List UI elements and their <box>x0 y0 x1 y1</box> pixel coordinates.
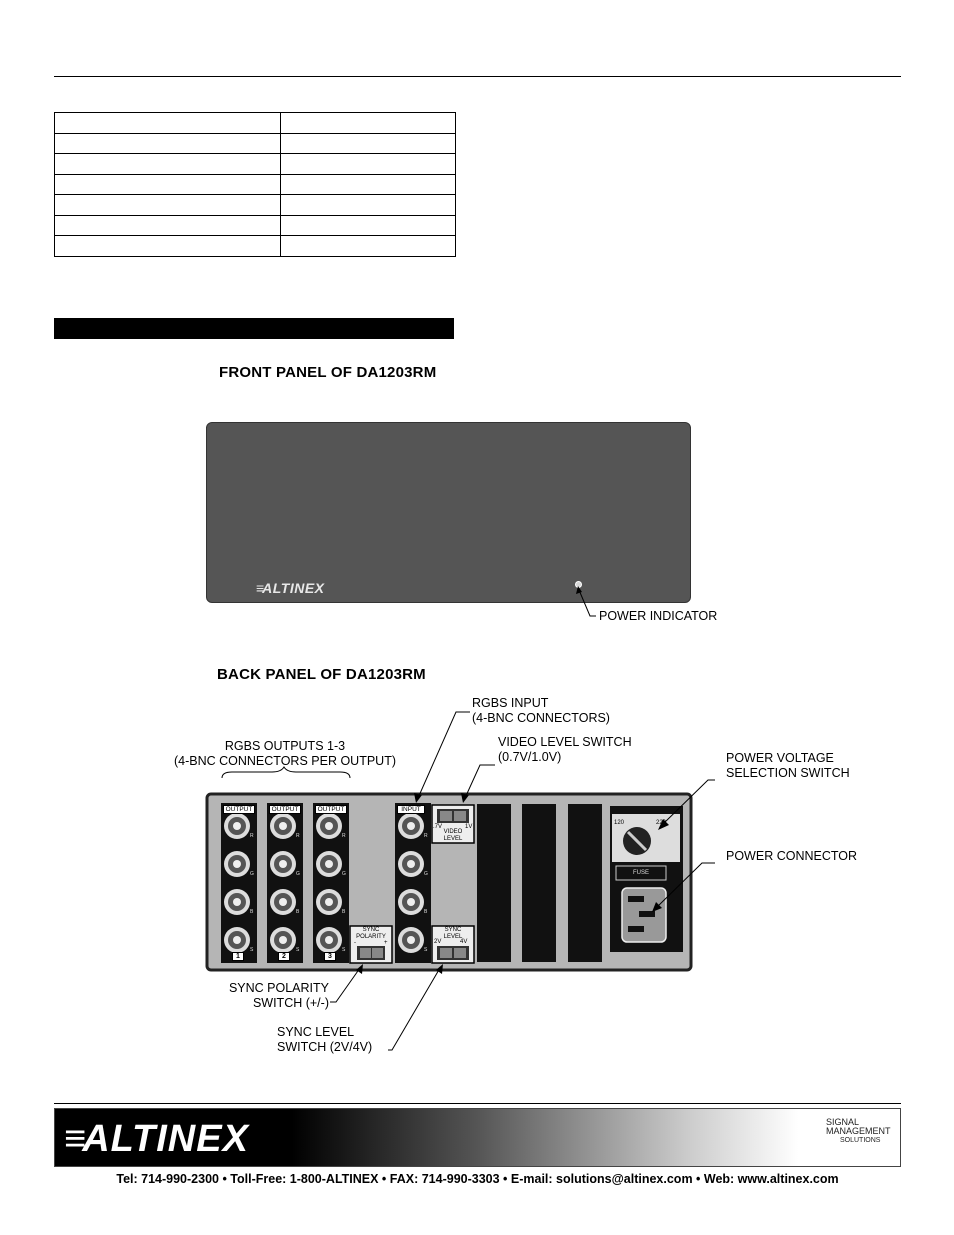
footer-rule <box>54 1103 901 1104</box>
sync-polarity-callout: SYNC POLARITY SWITCH (+/-) <box>228 981 329 1010</box>
signal-management-logo: SIGNAL MANAGEMENT SOLUTIONS <box>826 1117 891 1144</box>
input-connectors <box>395 803 431 963</box>
voltage-220-label: 220 <box>656 820 667 826</box>
power-indicator-callout: POWER INDICATOR <box>599 609 718 623</box>
rgbs-input-callout: RGBS INPUT (4-BNC CONNECTORS) <box>472 696 610 725</box>
video-1v-label: 1V <box>465 824 473 830</box>
output-number-3: 3 <box>324 952 336 961</box>
logo-stripes-icon: ≡ <box>64 1118 83 1160</box>
output-1-connectors <box>221 803 257 963</box>
connector-letter: R <box>250 833 254 839</box>
video-7v-label: .7V <box>433 824 443 830</box>
connector-letter: B <box>342 909 346 915</box>
connector-letter: G <box>424 871 428 877</box>
output-number-1: 1 <box>232 952 244 961</box>
fuse-label: FUSE <box>632 870 649 876</box>
footer-logo: ≡ALTINEX <box>64 1118 249 1160</box>
output-1-label: OUTPUT <box>223 805 255 814</box>
connector-letter: S <box>424 947 428 953</box>
back-panel-heading: BACK PANEL OF DA1203RM <box>217 666 426 683</box>
connector-letter: R <box>342 833 346 839</box>
connector-letter: S <box>296 947 300 953</box>
power-indicator-arrow <box>576 586 596 616</box>
output-3-connectors <box>313 803 349 963</box>
connector-letter: B <box>296 909 300 915</box>
video-level-panel-label: VIDEO LEVEL <box>443 829 463 842</box>
video-level-callout: VIDEO LEVEL SWITCH (0.7V/1.0V) <box>498 735 632 764</box>
logo-stripes-icon: ≡ <box>256 580 263 596</box>
sync-polarity-panel-label: SYNC POLARITY <box>356 927 386 940</box>
front-panel-heading: FRONT PANEL OF DA1203RM <box>219 364 437 381</box>
sync-level-panel-label: SYNC LEVEL <box>443 927 463 940</box>
output-number-2: 2 <box>278 952 290 961</box>
expansion-slot-1 <box>477 804 511 962</box>
output-2-connectors <box>267 803 303 963</box>
sync-plus-label: + <box>384 940 388 946</box>
expansion-slot-2 <box>522 804 556 962</box>
connector-letter: B <box>250 909 254 915</box>
front-panel-logo: ≡ALTINEX <box>256 580 325 596</box>
rgbs-outputs-callout: RGBS OUTPUTS 1-3 (4-BNC CONNECTORS PER OUTPUT) <box>173 739 396 768</box>
footer-contact-line: Tel: 714-990-2300 • Toll-Free: 1-800-ALTINEX • FAX: 714-990-3303 • E-mail: solutions@altinex.com • Web: www.altinex.com <box>116 1172 839 1186</box>
connector-letter: R <box>296 833 300 839</box>
connector-letter: S <box>342 947 346 953</box>
sync-level-callout: SYNC LEVEL SWITCH (2V/4V) <box>277 1025 373 1054</box>
connector-letter: G <box>250 871 254 877</box>
output-3-label: OUTPUT <box>315 805 347 814</box>
sync-minus-label: - <box>354 940 356 946</box>
connector-letter: G <box>342 871 346 877</box>
output-2-label: OUTPUT <box>269 805 301 814</box>
connector-letter: G <box>296 871 300 877</box>
sync-level-4v: 4V <box>460 939 468 945</box>
connector-letter: R <box>424 833 428 839</box>
sync-level-2v: 2V <box>434 939 442 945</box>
voltage-120-label: 120 <box>614 820 625 826</box>
power-module <box>610 806 683 952</box>
power-connector-callout: POWER CONNECTOR <box>726 849 858 863</box>
connector-letter: B <box>424 909 428 915</box>
expansion-slot-3 <box>568 804 602 962</box>
connector-letter: S <box>250 947 254 953</box>
input-label: INPUT <box>397 805 425 814</box>
power-voltage-callout: POWER VOLTAGE SELECTION SWITCH <box>726 751 850 780</box>
